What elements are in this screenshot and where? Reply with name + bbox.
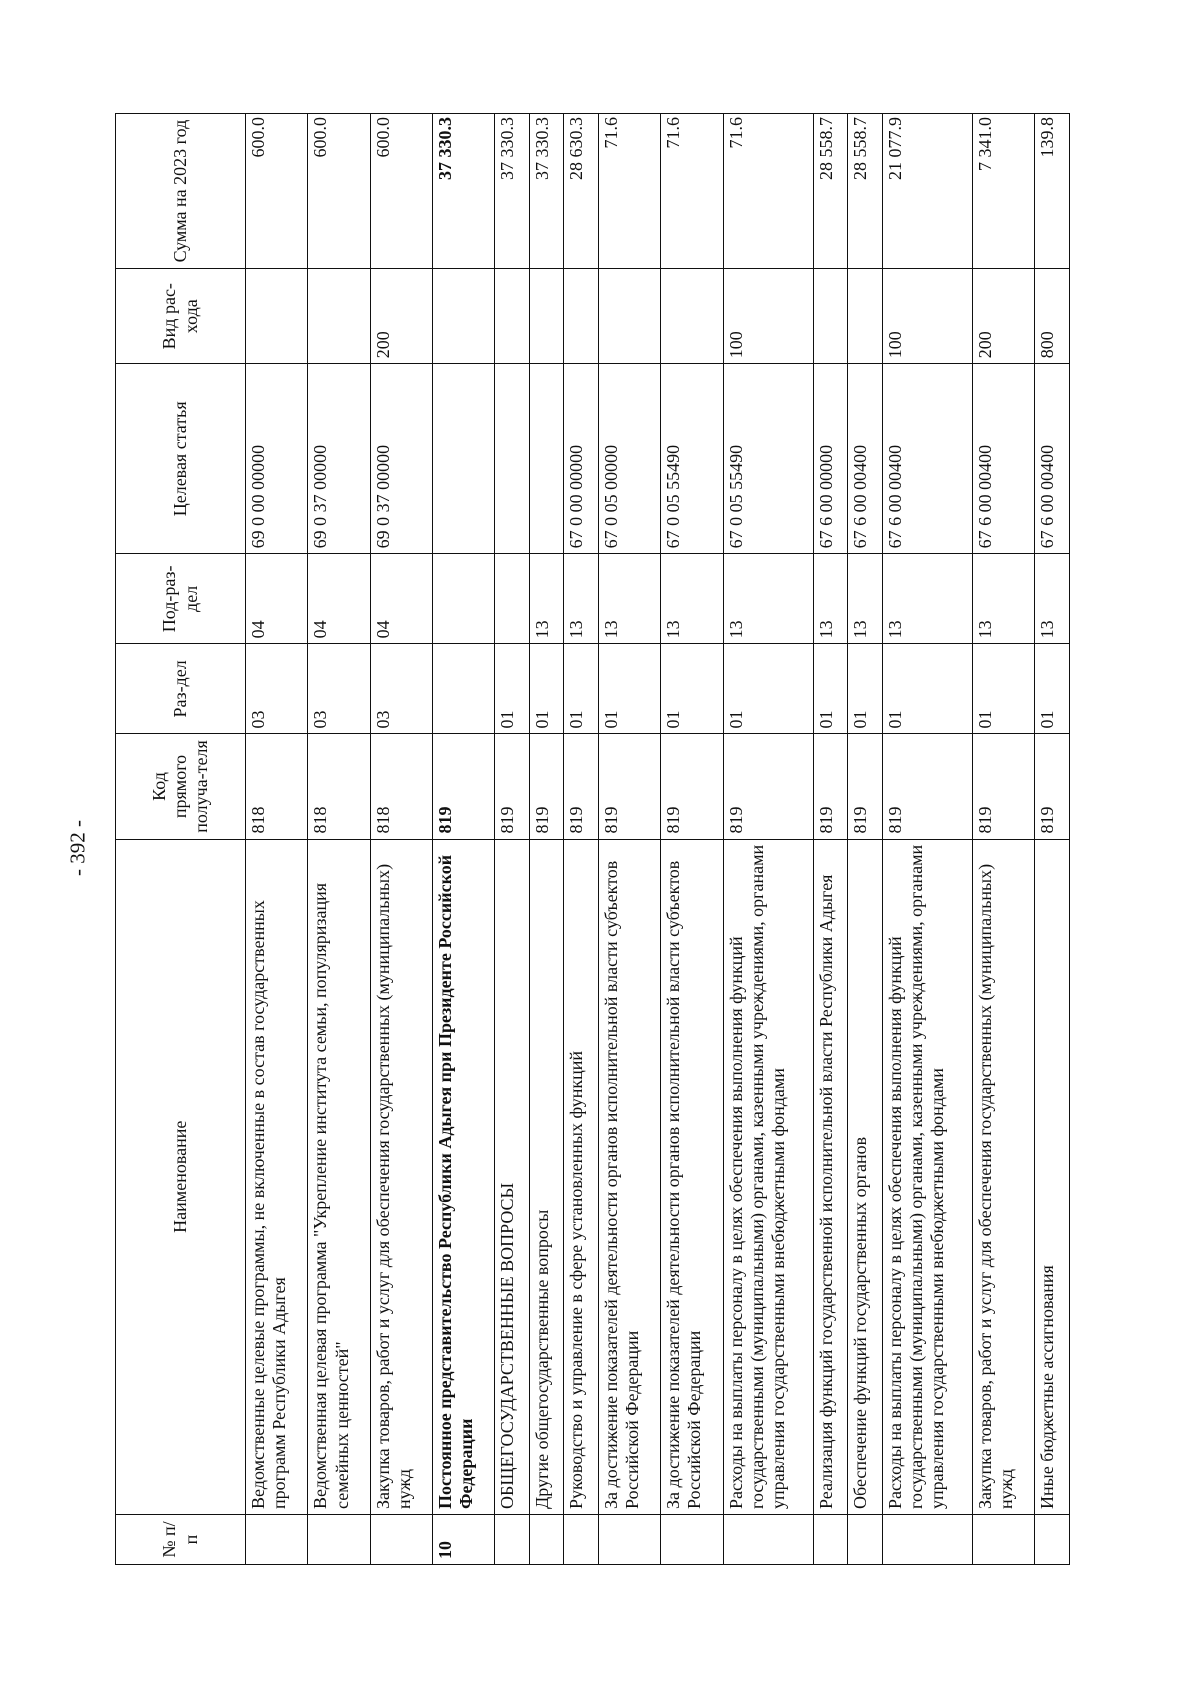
budget-table [115, 113, 1070, 1565]
cell-amount: 37 330.3 [433, 114, 495, 269]
cell-target: 67 6 00 00400 [882, 364, 972, 554]
cell-code: 818 [370, 734, 432, 839]
cell-section: 01 [848, 644, 882, 734]
header-name: Наименование [116, 839, 246, 1514]
cell-expense-type: 200 [973, 269, 1035, 364]
table-row [813, 114, 847, 1565]
cell-amount: 28 558.7 [848, 114, 882, 269]
cell-code: 819 [973, 734, 1035, 839]
cell-subsection: 13 [882, 554, 972, 644]
cell-subsection: 13 [1035, 554, 1070, 644]
cell-code: 819 [598, 734, 660, 839]
cell-name: Иные бюджетные ассигнования [1035, 839, 1070, 1514]
cell-code: 819 [1035, 734, 1070, 839]
cell-subsection: 13 [661, 554, 723, 644]
cell-target: 69 0 37 00000 [308, 364, 370, 554]
cell-target: 67 0 05 55490 [723, 364, 813, 554]
cell-code: 819 [529, 734, 563, 839]
cell-name: Другие общегосударственные вопросы [529, 839, 563, 1514]
cell-name: ОБЩЕГОСУДАРСТВЕННЫЕ ВОПРОСЫ [495, 839, 529, 1514]
cell-num [246, 1514, 308, 1564]
table-body [246, 114, 1070, 1565]
cell-section [433, 644, 495, 734]
cell-section: 01 [813, 644, 847, 734]
cell-code: 819 [495, 734, 529, 839]
cell-name: Реализация функций государственной исполнительной власти Республики Адыгея [813, 839, 847, 1514]
cell-section: 01 [1035, 644, 1070, 734]
cell-num [495, 1514, 529, 1564]
cell-amount: 600.0 [308, 114, 370, 269]
table-row [1035, 114, 1070, 1565]
cell-expense-type [848, 269, 882, 364]
cell-name: Руководство и управление в сфере установленных функций [564, 839, 598, 1514]
header-num: № п/п [116, 1514, 246, 1564]
cell-code: 819 [433, 734, 495, 839]
cell-num [848, 1514, 882, 1564]
cell-amount: 71.6 [661, 114, 723, 269]
table-row [723, 114, 813, 1565]
cell-target: 67 0 00 00000 [564, 364, 598, 554]
cell-code: 819 [723, 734, 813, 839]
table-row [661, 114, 723, 1565]
table-row [564, 114, 598, 1565]
cell-section: 01 [529, 644, 563, 734]
cell-subsection: 04 [246, 554, 308, 644]
cell-expense-type [564, 269, 598, 364]
cell-target [433, 364, 495, 554]
header-section: Раз-дел [116, 644, 246, 734]
budget-table-rotated [115, 113, 1070, 1565]
cell-subsection: 13 [598, 554, 660, 644]
cell-code: 819 [564, 734, 598, 839]
cell-target: 69 0 00 00000 [246, 364, 308, 554]
cell-amount: 600.0 [246, 114, 308, 269]
table-row [848, 114, 882, 1565]
cell-num [1035, 1514, 1070, 1564]
cell-code: 819 [848, 734, 882, 839]
cell-expense-type [529, 269, 563, 364]
cell-section: 01 [723, 644, 813, 734]
cell-amount: 21 077.9 [882, 114, 972, 269]
header-target: Целевая статья [116, 364, 246, 554]
cell-code: 818 [246, 734, 308, 839]
cell-amount: 37 330.3 [529, 114, 563, 269]
cell-target: 67 6 00 00000 [813, 364, 847, 554]
cell-name: За достижение показателей деятельности органов исполнительной власти субъектов Российской Федерации [661, 839, 723, 1514]
cell-expense-type: 100 [882, 269, 972, 364]
cell-subsection: 04 [370, 554, 432, 644]
cell-target: 67 6 00 00400 [1035, 364, 1070, 554]
cell-name: Закупка товаров, работ и услуг для обеспечения государственных (муниципальных) нужд [973, 839, 1035, 1514]
cell-section: 01 [495, 644, 529, 734]
cell-num [529, 1514, 563, 1564]
cell-target: 69 0 37 00000 [370, 364, 432, 554]
table-row [882, 114, 972, 1565]
cell-expense-type: 100 [723, 269, 813, 364]
cell-expense-type [598, 269, 660, 364]
cell-name: Обеспечение функций государственных органов [848, 839, 882, 1514]
cell-expense-type: 200 [370, 269, 432, 364]
cell-amount: 139.8 [1035, 114, 1070, 269]
cell-name: Расходы на выплаты персоналу в целях обеспечения выполнения функций государственными (муниципальными) органами, казенными учреждениями, органами управления государственными внебюджетными фондами [723, 839, 813, 1514]
table-row [598, 114, 660, 1565]
cell-section: 01 [564, 644, 598, 734]
cell-name: Расходы на выплаты персоналу в целях обеспечения выполнения функций государственными (муниципальными) органами, казенными учреждениями, органами управления государственными внебюджетными фондами [882, 839, 972, 1514]
cell-num [564, 1514, 598, 1564]
cell-target: 67 0 05 55490 [661, 364, 723, 554]
cell-code: 819 [813, 734, 847, 839]
cell-subsection [495, 554, 529, 644]
cell-section: 03 [308, 644, 370, 734]
cell-amount: 37 330.3 [495, 114, 529, 269]
cell-amount: 600.0 [370, 114, 432, 269]
cell-subsection: 13 [813, 554, 847, 644]
cell-section: 01 [882, 644, 972, 734]
cell-expense-type [308, 269, 370, 364]
cell-num [661, 1514, 723, 1564]
cell-expense-type [246, 269, 308, 364]
cell-expense-type [813, 269, 847, 364]
cell-name: Ведомственные целевые программы, не включенные в состав государственных программ Республики Адыгея [246, 839, 308, 1514]
cell-num [973, 1514, 1035, 1564]
cell-subsection: 13 [564, 554, 598, 644]
cell-section: 01 [973, 644, 1035, 734]
table-row [495, 114, 529, 1565]
header-subsection: Под-раз-дел [116, 554, 246, 644]
cell-section: 03 [370, 644, 432, 734]
cell-section: 01 [598, 644, 660, 734]
cell-target: 67 0 05 00000 [598, 364, 660, 554]
cell-subsection: 04 [308, 554, 370, 644]
cell-name: Ведомственная целевая программа "Укрепление института семьи, популяризация семейных ценностей" [308, 839, 370, 1514]
cell-num [723, 1514, 813, 1564]
cell-target [529, 364, 563, 554]
table-row [433, 114, 495, 1565]
cell-num [882, 1514, 972, 1564]
table-row [246, 114, 308, 1565]
header-amount: Сумма на 2023 год [116, 114, 246, 269]
table-row [973, 114, 1035, 1565]
cell-num [308, 1514, 370, 1564]
table-header-row [116, 114, 246, 1565]
cell-target: 67 6 00 00400 [973, 364, 1035, 554]
header-expense-type: Вид рас-хода [116, 269, 246, 364]
cell-target: 67 6 00 00400 [848, 364, 882, 554]
table-row [370, 114, 432, 1565]
cell-expense-type [661, 269, 723, 364]
cell-name: За достижение показателей деятельности органов исполнительной власти субъектов Российской Федерации [598, 839, 660, 1514]
cell-expense-type: 800 [1035, 269, 1070, 364]
cell-amount: 71.6 [723, 114, 813, 269]
cell-num: 10 [433, 1514, 495, 1564]
cell-subsection: 13 [529, 554, 563, 644]
cell-amount: 28 558.7 [813, 114, 847, 269]
cell-expense-type [495, 269, 529, 364]
cell-section: 01 [661, 644, 723, 734]
cell-code: 819 [882, 734, 972, 839]
table-row [529, 114, 563, 1565]
table-row [308, 114, 370, 1565]
cell-num [370, 1514, 432, 1564]
cell-expense-type [433, 269, 495, 364]
cell-num [813, 1514, 847, 1564]
page-number: - 392 - [65, 820, 90, 876]
cell-subsection [433, 554, 495, 644]
cell-num [598, 1514, 660, 1564]
cell-code: 818 [308, 734, 370, 839]
header-code: Код прямого получа-теля [116, 734, 246, 839]
cell-subsection: 13 [848, 554, 882, 644]
cell-name: Закупка товаров, работ и услуг для обеспечения государственных (муниципальных) нужд [370, 839, 432, 1514]
cell-code: 819 [661, 734, 723, 839]
cell-section: 03 [246, 644, 308, 734]
cell-subsection: 13 [973, 554, 1035, 644]
cell-amount: 7 341.0 [973, 114, 1035, 269]
cell-target [495, 364, 529, 554]
cell-amount: 28 630.3 [564, 114, 598, 269]
cell-amount: 71.6 [598, 114, 660, 269]
cell-subsection: 13 [723, 554, 813, 644]
cell-name: Постоянное представительство Республики Адыгея при Президенте Российской Федерации [433, 839, 495, 1514]
